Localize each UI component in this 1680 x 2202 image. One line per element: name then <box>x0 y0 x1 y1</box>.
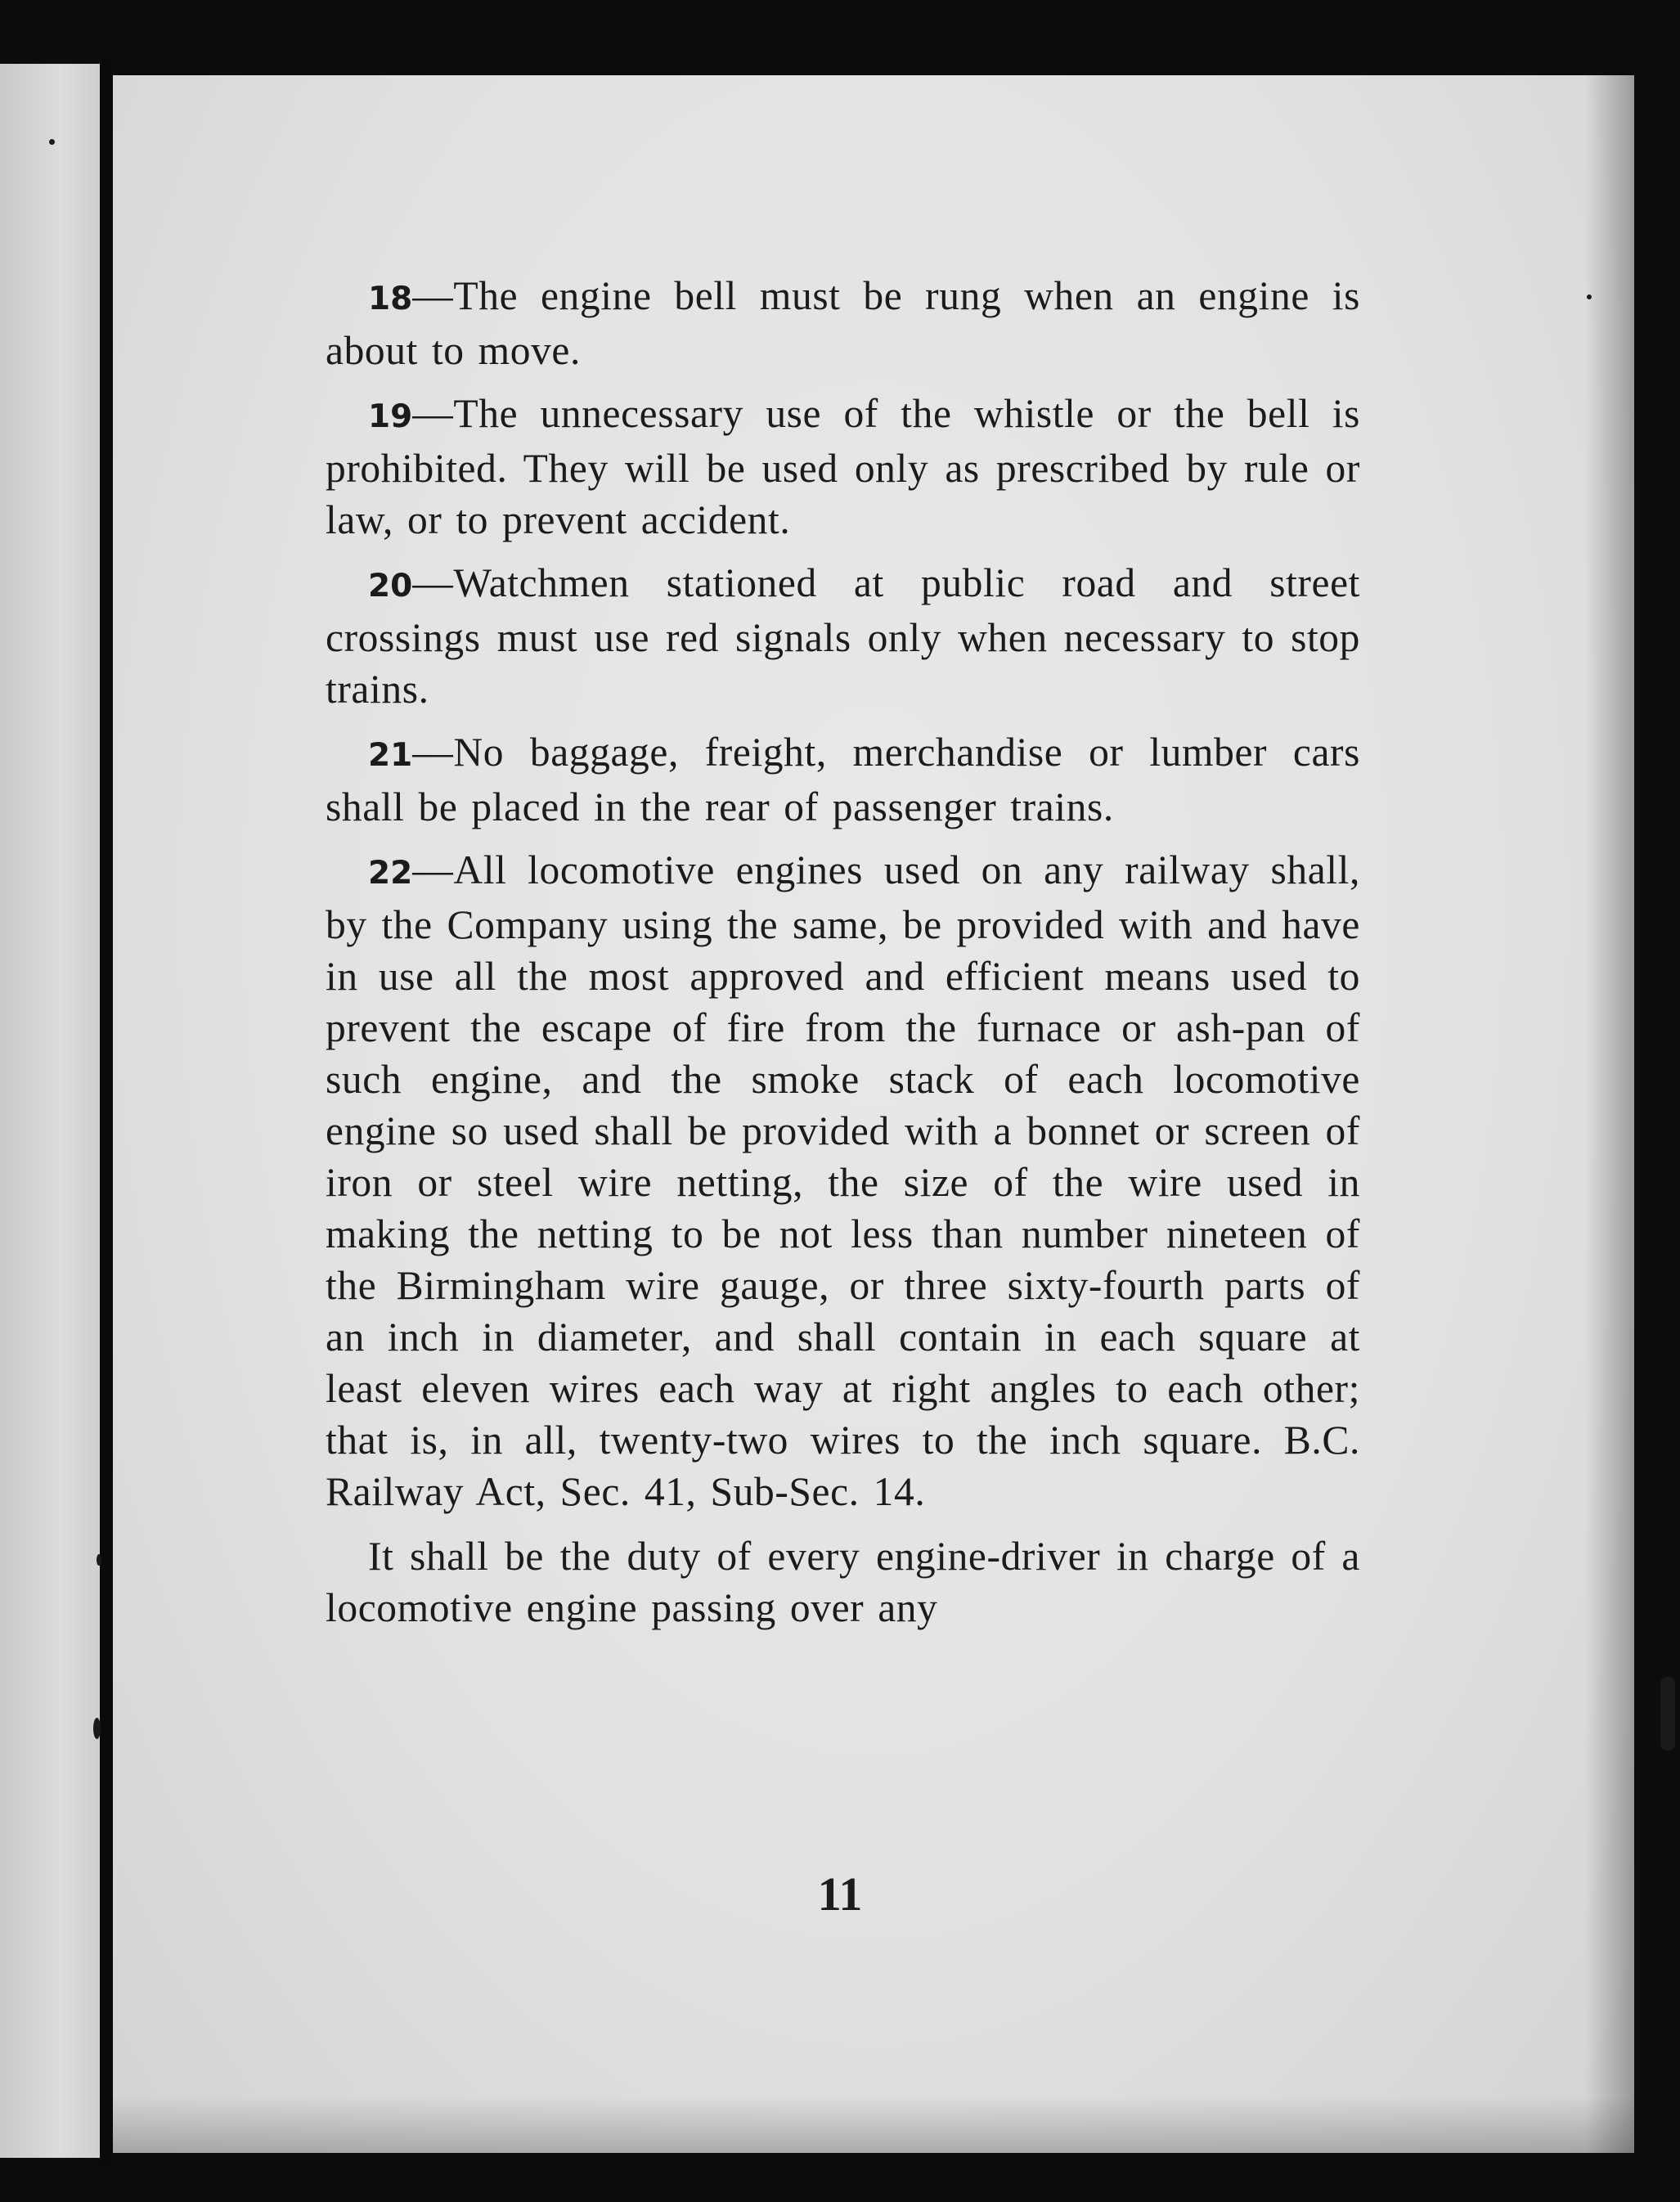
dust-speck <box>49 139 55 145</box>
rule-number: 18 <box>368 281 413 317</box>
dust-speck <box>97 1554 101 1566</box>
dust-speck <box>1660 1677 1675 1750</box>
rule-text: —Watchmen stationed at public road and street crossings must use red signals only when necessary to stop trains. <box>326 560 1360 712</box>
dust-speck <box>93 1718 101 1739</box>
rule-number: 22 <box>368 855 413 892</box>
rule-number: 19 <box>368 398 413 435</box>
rule-text: —The engine bell must be rung when an engine is about to move. <box>326 273 1360 373</box>
dust-speck <box>1587 294 1592 299</box>
book-gutter <box>100 57 113 2168</box>
rule-18 <box>326 270 1360 376</box>
rule-number: 20 <box>368 568 413 604</box>
page-shadow-bottom <box>113 2096 1634 2153</box>
rule-22 <box>326 844 1360 1517</box>
page-shadow-right <box>1585 75 1634 2153</box>
paragraph-text: It shall be the duty of every engine-driver in charge of a locomotive engine passing over any <box>326 1534 1360 1630</box>
rule-text: —No baggage, freight, merchandise or lumber cars shall be placed in the rear of passenger trains. <box>326 730 1360 829</box>
page-text <box>326 270 1360 1645</box>
rule-21 <box>326 726 1360 833</box>
continuation-paragraph <box>326 1530 1360 1634</box>
page-number: 11 <box>817 1867 863 1921</box>
rule-text: —All locomotive engines used on any railway shall, by the Company using the same, be provided with and have in use all the most approved and efficient means used to prevent the escape of fire from the furnace or ash-pan of such engine, and the smoke stack of each locomotive engine so used shall be provided with a bonnet or screen of iron or steel wire netting, the size of the wire used in making the netting to be not less than number nineteen of the Birmingham wire gauge, or three sixty-fourth parts of an inch in diameter, and shall contain in each square at least eleven wires each way at right angles to each other; that is, in all, twenty-two wires to the inch square. B.C. Railway Act, Sec. 41, Sub-Sec. 14. <box>326 847 1360 1514</box>
rule-text: —The unnecessary use of the whistle or the bell is prohibited. They will be used only as prescribed by rule or law, or to prevent accident. <box>326 391 1360 542</box>
left-page-edge <box>0 64 100 2158</box>
rule-number: 21 <box>368 737 413 774</box>
rule-19 <box>326 388 1360 546</box>
rule-20 <box>326 557 1360 715</box>
